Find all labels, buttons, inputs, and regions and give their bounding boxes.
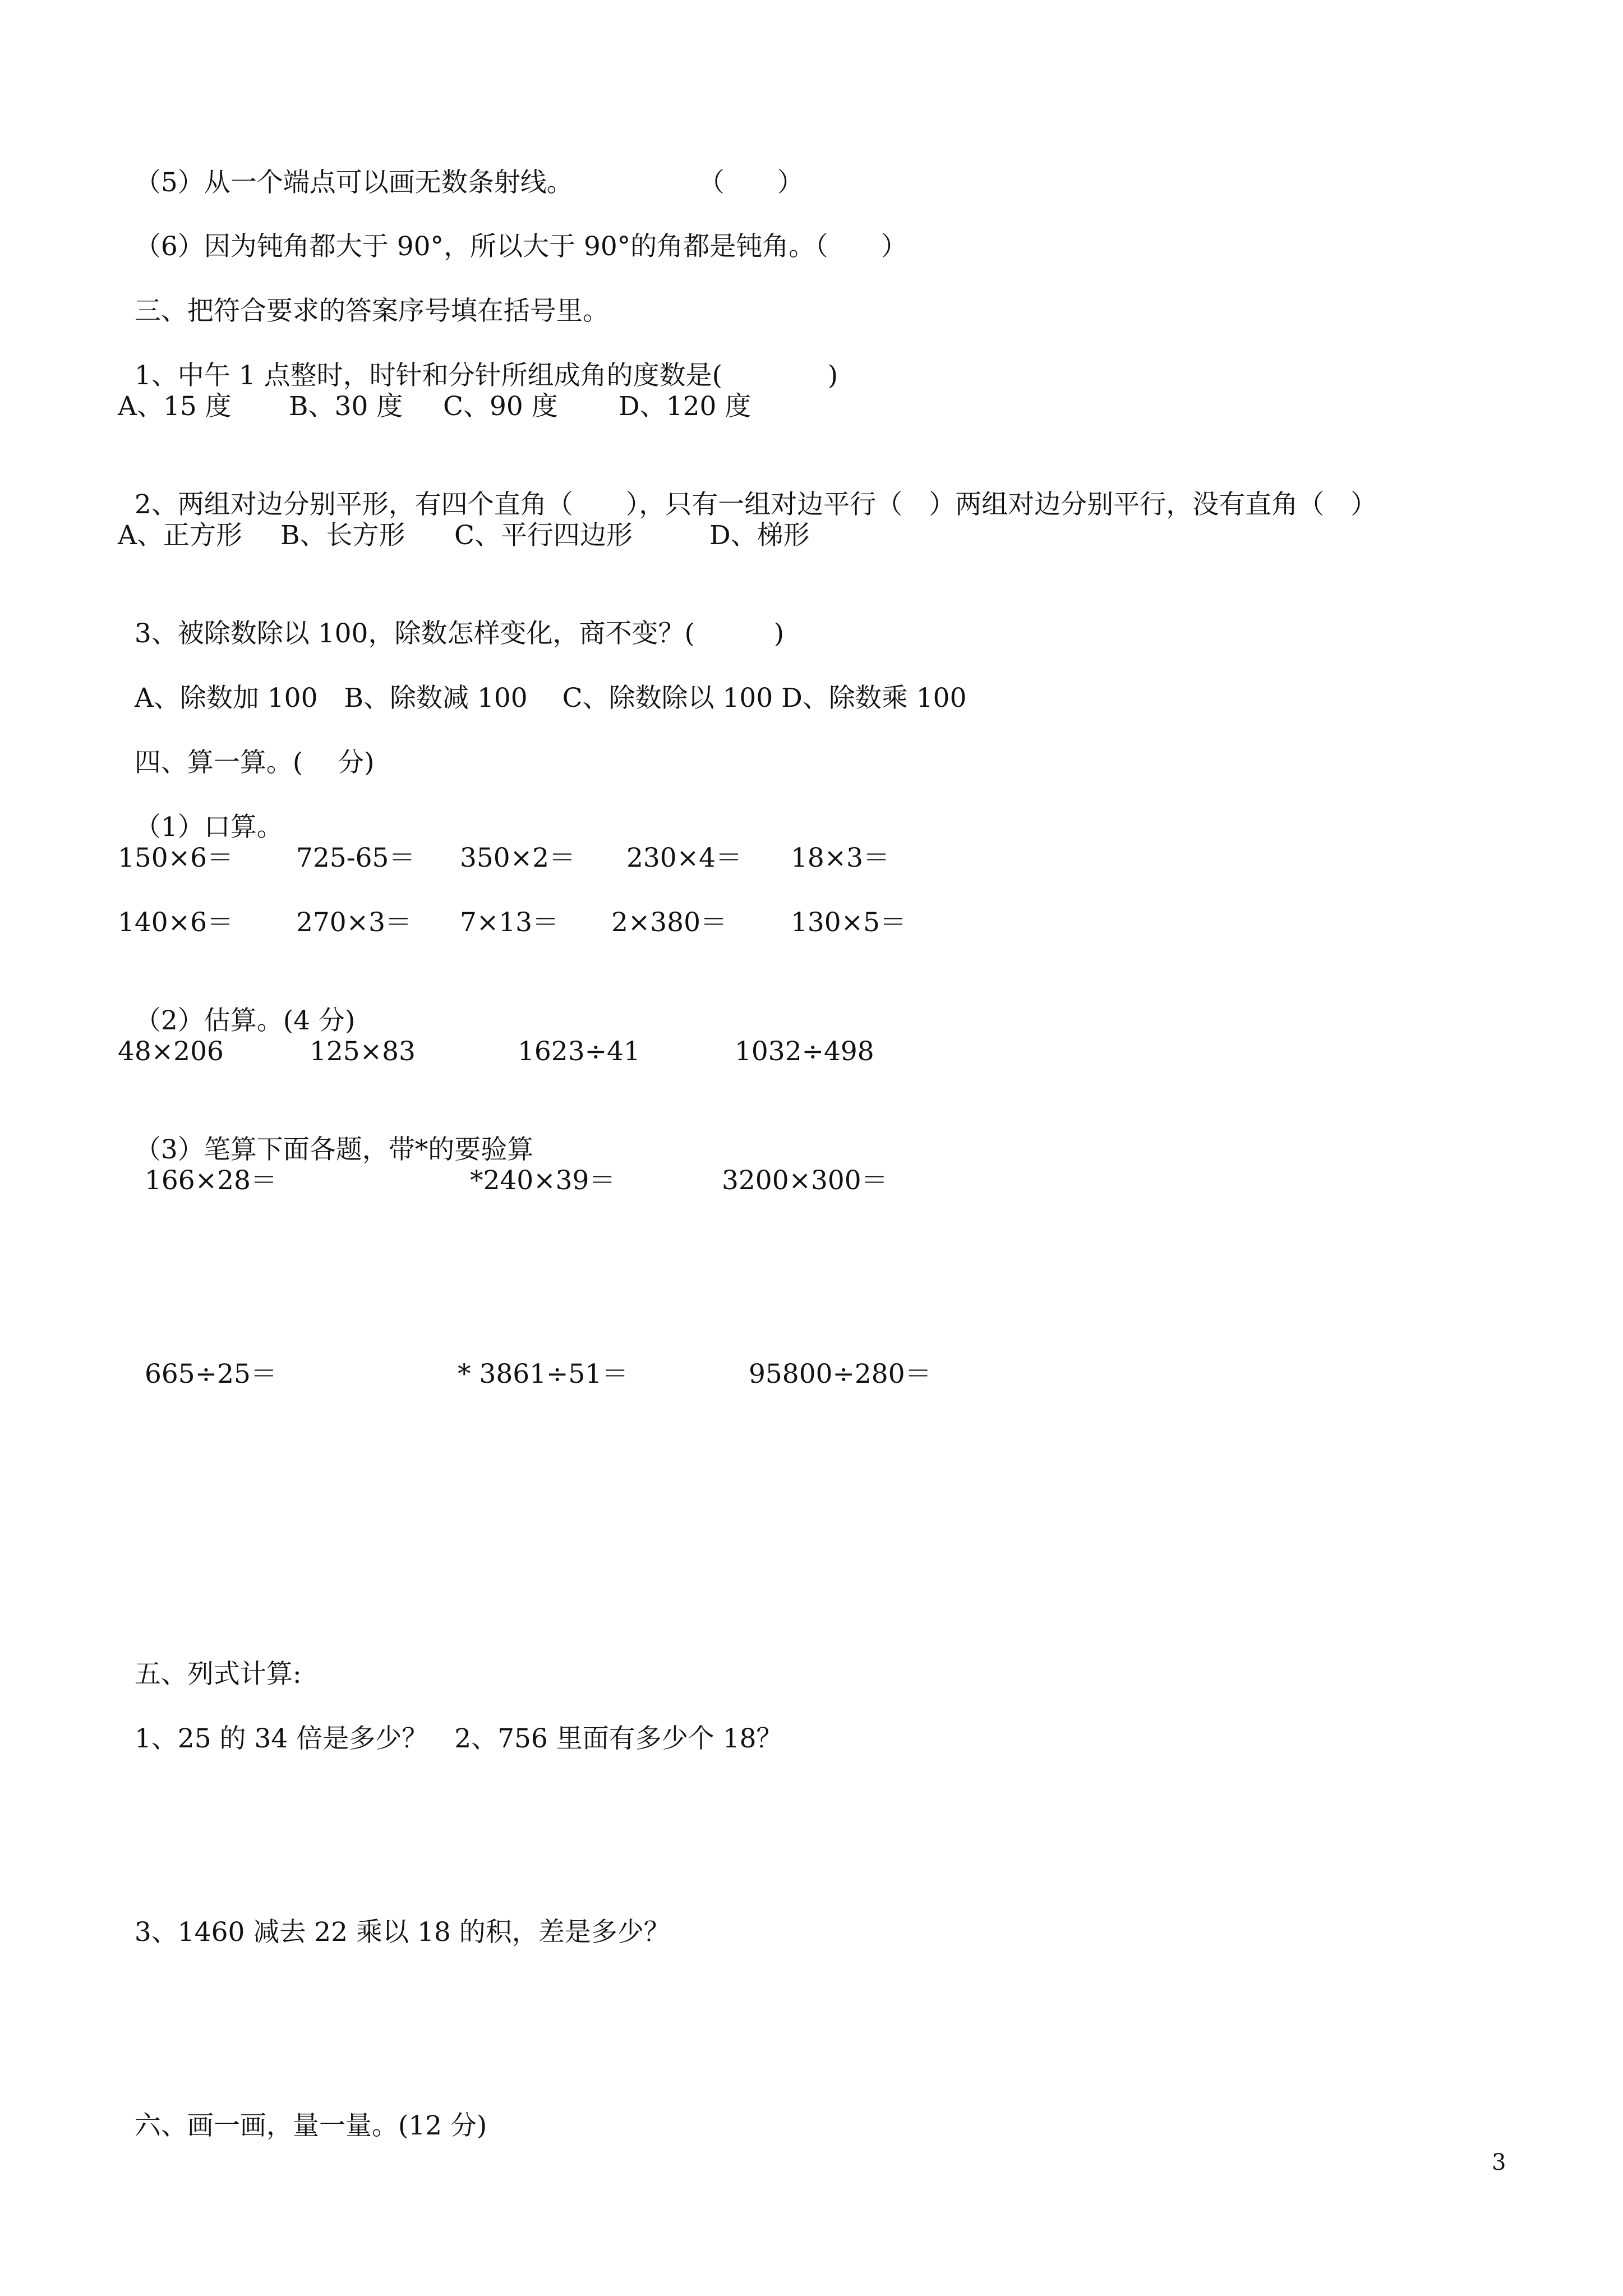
written-item: 3200×300＝ xyxy=(722,1165,888,1196)
estimate-item: 48×206 xyxy=(118,1036,224,1067)
section6-heading: 六、画一画，量一量。(12 分) xyxy=(134,2110,487,2141)
estimate-item: 1032÷498 xyxy=(735,1036,874,1067)
option-a: A、15 度 xyxy=(118,391,232,422)
q5-3: 3、1460 减去 22 乘以 18 的积，差是多少？ xyxy=(134,1917,670,1948)
option-d: D、120 度 xyxy=(619,391,751,422)
oral-heading: （1）口算。 xyxy=(134,812,283,843)
page-number: 3 xyxy=(1492,2150,1506,2175)
option-a: A、正方形 xyxy=(118,520,242,551)
oral-row-2 xyxy=(118,906,959,940)
q5-1-2: 1、25 的 34 倍是多少？ 2、756 里面有多少个 18？ xyxy=(134,1723,783,1754)
oral-item: 7×13＝ xyxy=(460,907,559,938)
section5-heading: 五、列式计算: xyxy=(134,1659,302,1690)
written-row-1 xyxy=(118,1164,959,1198)
oral-item: 725-65＝ xyxy=(296,843,416,873)
oral-item: 140×6＝ xyxy=(118,907,233,938)
q3-1-options xyxy=(118,390,791,424)
q2-6 xyxy=(118,196,907,264)
option-b: B、30 度 xyxy=(289,391,403,422)
q2-6-text: （6）因为钝角都大于 90°，所以大于 90°的角都是钝角。（ ） xyxy=(134,231,907,262)
q3-2-options xyxy=(118,519,847,553)
oral-item: 270×3＝ xyxy=(296,907,412,938)
written-heading: （3）笔算下面各题，带*的要验算 xyxy=(134,1134,534,1165)
option-c: C、平行四边形 xyxy=(454,520,633,551)
q3-2: 2、两组对边分别平形，有四个直角（ ），只有一组对边平行（ ）两组对边分别平行，没有直角（ ） xyxy=(134,489,1377,520)
option-d: D、梯形 xyxy=(709,520,810,551)
written-item: 95800÷280＝ xyxy=(749,1359,932,1389)
option-c: C、90 度 xyxy=(443,391,558,422)
q3-3-options: A、除数加 100 B、除数减 100 C、除数除以 100 D、除数乘 100 xyxy=(134,683,967,714)
q3-3: 3、被除数除以 100，除数怎样变化，商不变？( ) xyxy=(134,618,785,649)
estimate-item: 1623÷41 xyxy=(518,1036,640,1067)
q3-1: 1、中午 1 点整时，时针和分针所组成角的度数是( ) xyxy=(134,360,838,391)
oral-item: 18×3＝ xyxy=(791,843,890,873)
oral-item: 150×6＝ xyxy=(118,843,233,873)
written-item: 166×28＝ xyxy=(145,1165,277,1196)
oral-item: 2×380＝ xyxy=(611,907,727,938)
written-item: 665÷25＝ xyxy=(145,1359,277,1389)
oral-item: 230×4＝ xyxy=(626,843,742,873)
oral-item: 130×5＝ xyxy=(791,907,906,938)
section3-heading: 三、把符合要求的答案序号填在括号里。 xyxy=(134,296,609,326)
written-row-2 xyxy=(118,1358,959,1391)
option-b: B、长方形 xyxy=(280,520,405,551)
oral-item: 350×2＝ xyxy=(460,843,575,873)
q2-5-text: （5）从一个端点可以画无数条射线。 xyxy=(134,167,573,198)
q2-5-answer-paren[interactable]: （ ） xyxy=(698,167,804,198)
written-item: *240×39＝ xyxy=(470,1165,616,1196)
written-item: * 3861÷51＝ xyxy=(458,1359,629,1389)
section4-heading: 四、算一算。( 分) xyxy=(134,747,375,778)
oral-row-1 xyxy=(118,841,959,875)
estimate-row xyxy=(118,1035,959,1069)
estimate-heading: （2）估算。(4 分) xyxy=(134,1005,356,1036)
estimate-item: 125×83 xyxy=(310,1036,416,1067)
q2-5 xyxy=(118,132,573,200)
